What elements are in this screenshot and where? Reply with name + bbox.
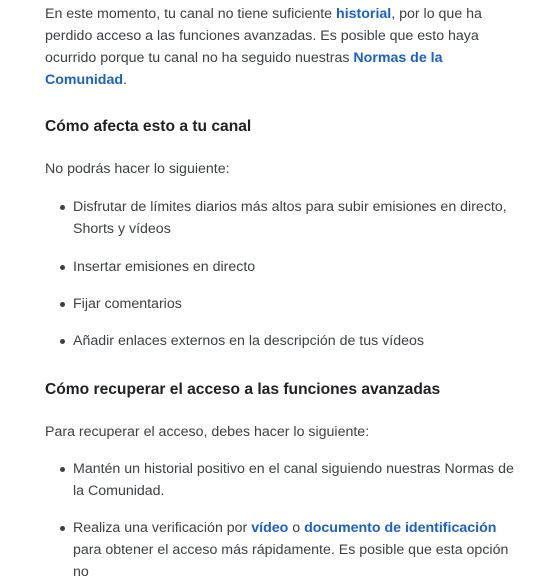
- list-item-text: Mantén un historial positivo en el canal siguiendo nuestras Normas de la Comunidad.: [73, 461, 514, 499]
- list-item-text-2: o: [288, 520, 305, 536]
- list-item-text: Fijar comentarios: [73, 296, 182, 312]
- section-heading-impact: Cómo afecta esto a tu canal: [45, 118, 252, 135]
- list-item: [45, 293, 525, 315]
- section-lead-impact: No podrás hacer lo siguiente:: [45, 161, 230, 177]
- list-item-text: Añadir enlaces externos en la descripción de tus vídeos: [73, 333, 424, 349]
- bullet-icon: [60, 339, 65, 344]
- section-heading-recover: Cómo recuperar el acceso a las funciones avanzadas: [45, 381, 441, 398]
- video-verification-link[interactable]: vídeo: [251, 520, 289, 536]
- impact-list: [45, 196, 525, 352]
- community-guidelines-link[interactable]: Normas de la Comunidad: [45, 50, 443, 88]
- list-item: [45, 330, 525, 352]
- list-item: [45, 256, 525, 278]
- intro-text-1: En este momento, tu canal no tiene suficiente: [45, 6, 337, 22]
- section-lead-recover: Para recuperar el acceso, debes hacer lo siguiente:: [45, 424, 370, 440]
- recover-list: [45, 458, 525, 583]
- bullet-icon: [60, 467, 65, 472]
- list-item: [45, 458, 525, 502]
- list-item-text-1: Realiza una verificación por: [73, 520, 252, 536]
- list-item: [45, 517, 525, 583]
- list-item-text: Insertar emisiones en directo: [73, 259, 256, 275]
- list-item-text-3: para obtener el acceso más rápidamente. Es posible que esta opción no: [73, 542, 509, 580]
- historial-link[interactable]: historial: [336, 6, 392, 22]
- bullet-icon: [60, 265, 65, 270]
- id-document-link[interactable]: documento de identificación: [304, 520, 497, 536]
- bullet-icon: [60, 526, 65, 531]
- intro-paragraph: [45, 3, 515, 91]
- bullet-icon: [60, 205, 65, 210]
- intro-text-2: , por lo que ha perdido acceso a las funciones avanzadas. Es posible que esto haya ocurrido porque tu canal no ha seguido nuestras: [45, 6, 482, 66]
- intro-text-3: .: [123, 72, 127, 88]
- list-item-text: Disfrutar de límites diarios más altos para subir emisiones en directo, Shorts y vídeos: [73, 199, 507, 237]
- bullet-icon: [60, 302, 65, 307]
- list-item: [45, 196, 525, 240]
